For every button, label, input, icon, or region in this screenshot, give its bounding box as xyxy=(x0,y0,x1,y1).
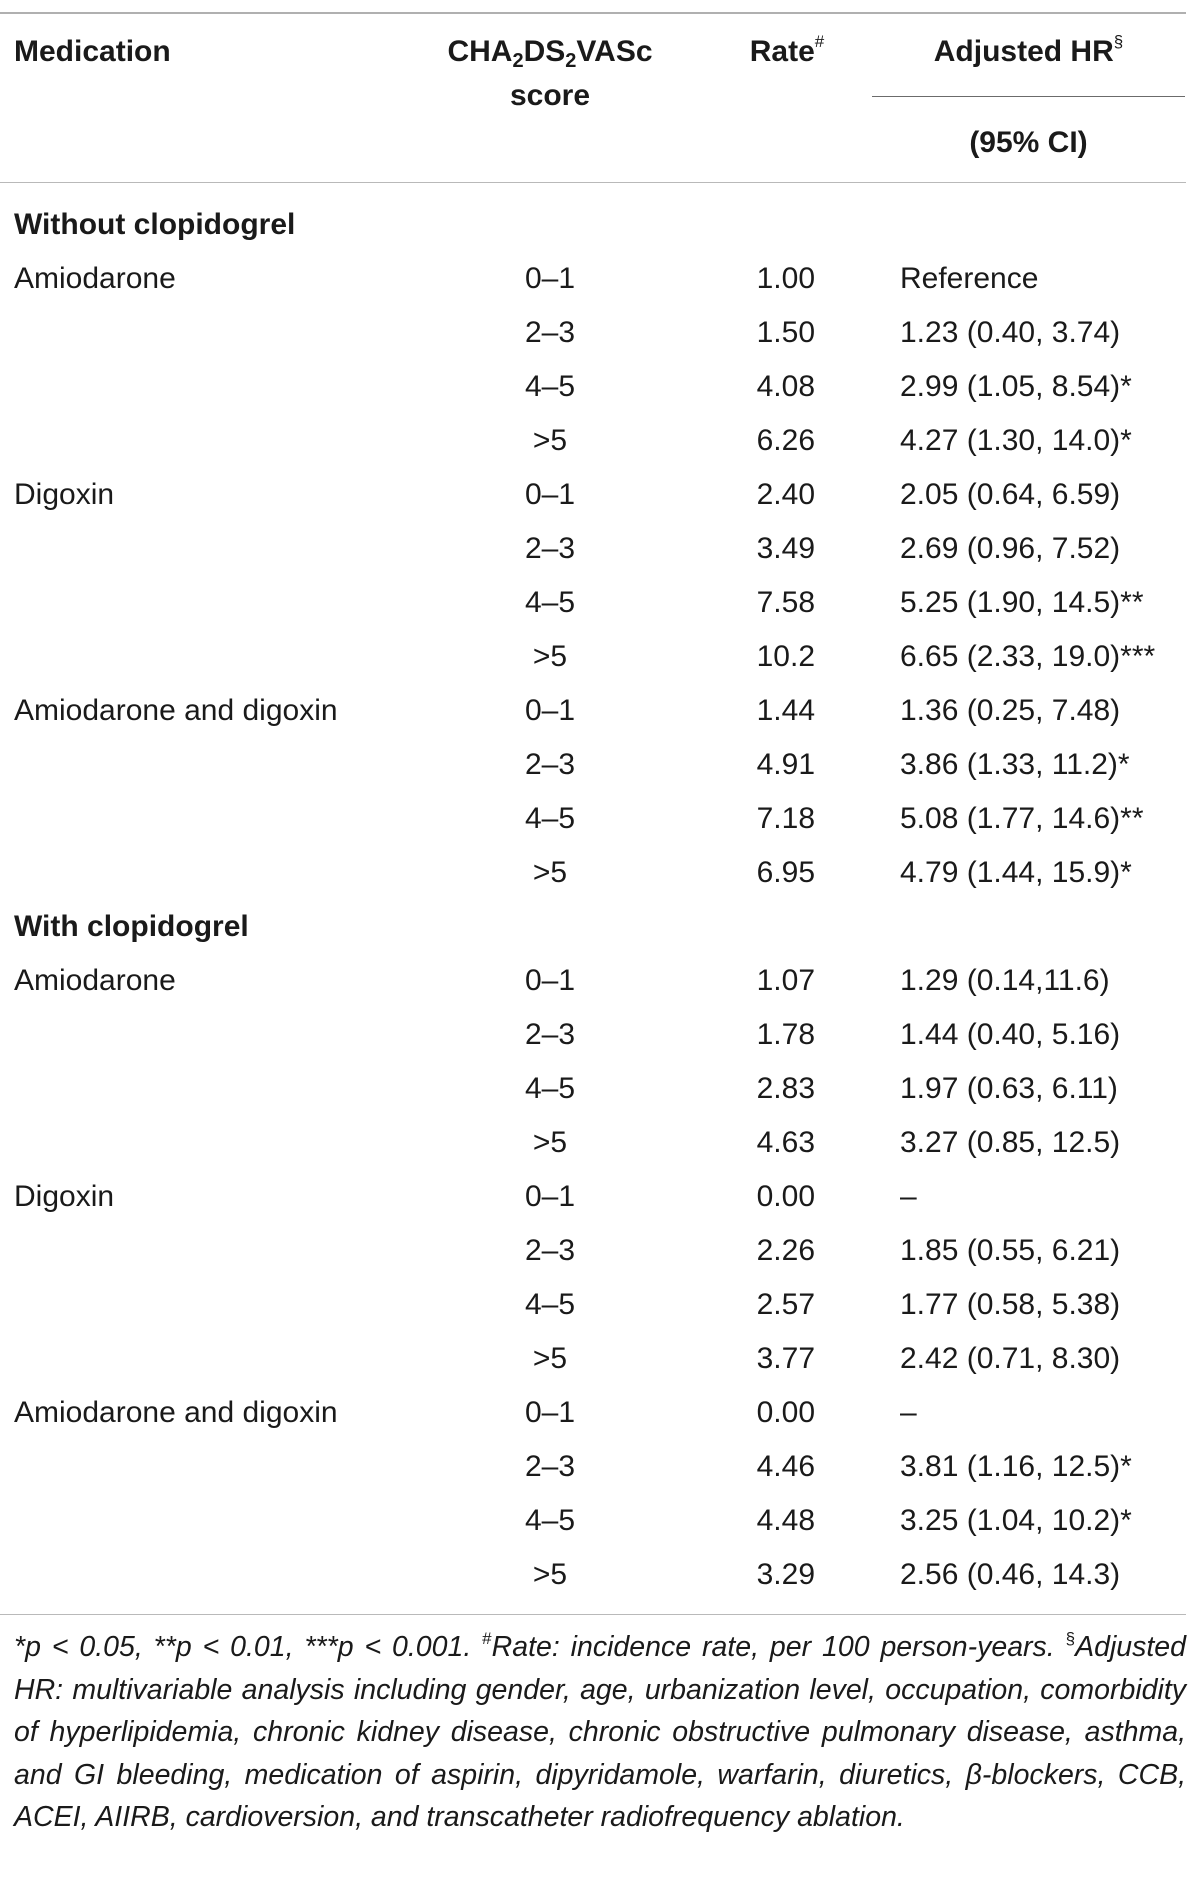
cell-score: >5 xyxy=(532,1342,568,1375)
score-header-prefix: CHA xyxy=(447,35,513,68)
table-row xyxy=(0,1008,1186,1062)
cell-medication: Amiodarone xyxy=(14,964,176,997)
cell-adjusted-hr: 2.56 (0.46, 14.3) xyxy=(900,1558,1121,1591)
cell-rate: 4.46 xyxy=(756,1450,815,1483)
hr-header-label: Adjusted HR xyxy=(933,35,1114,68)
table-row xyxy=(0,576,1186,630)
score-header-line2: score xyxy=(509,79,591,112)
cell-score: >5 xyxy=(532,640,568,673)
table-row xyxy=(0,414,1186,468)
table-row xyxy=(0,630,1186,684)
table-row xyxy=(0,306,1186,360)
table-row xyxy=(0,252,1186,306)
cell-medication: Digoxin xyxy=(14,1180,115,1213)
table-row xyxy=(0,684,1186,738)
cell-rate: 4.08 xyxy=(756,370,815,403)
cell-score: >5 xyxy=(532,856,568,889)
table-row xyxy=(0,954,1186,1008)
table-row xyxy=(0,1170,1186,1224)
rate-header-label: Rate xyxy=(749,35,815,68)
column-header-adjusted-hr xyxy=(872,30,1185,74)
cell-rate: 6.26 xyxy=(756,424,815,457)
table-row xyxy=(0,1548,1186,1602)
column-header-ci: (95% CI) xyxy=(969,126,1088,159)
cell-medication: Amiodarone and digoxin xyxy=(14,694,338,727)
cell-rate: 2.26 xyxy=(756,1234,815,1267)
cell-score: >5 xyxy=(532,424,568,457)
cell-adjusted-hr: 2.42 (0.71, 8.30) xyxy=(900,1342,1121,1375)
column-header-score xyxy=(418,30,682,118)
cell-medication: Without clopidogrel xyxy=(14,208,296,241)
cell-score: 2–3 xyxy=(524,1450,576,1483)
cell-score: 4–5 xyxy=(524,370,576,403)
cell-adjusted-hr: 3.86 (1.33, 11.2)* xyxy=(900,748,1130,781)
header-bottom-rule xyxy=(0,182,1186,183)
table-body xyxy=(0,198,1186,1602)
cell-rate: 1.07 xyxy=(756,964,815,997)
cell-rate: 2.40 xyxy=(756,478,815,511)
cell-adjusted-hr: 3.25 (1.04, 10.2)* xyxy=(900,1504,1132,1537)
cell-score: 0–1 xyxy=(524,1396,576,1429)
cell-score: >5 xyxy=(532,1126,568,1159)
cell-adjusted-hr: 2.69 (0.96, 7.52) xyxy=(900,532,1121,565)
cell-rate: 1.00 xyxy=(756,262,815,295)
cell-score: 4–5 xyxy=(524,1504,576,1537)
score-header-suffix: VASc xyxy=(576,35,653,68)
cell-rate: 4.48 xyxy=(756,1504,815,1537)
table-row xyxy=(0,468,1186,522)
cell-adjusted-hr: 4.27 (1.30, 14.0)* xyxy=(900,424,1132,457)
cell-adjusted-hr: 1.97 (0.63, 6.11) xyxy=(900,1072,1118,1105)
cell-adjusted-hr: 1.44 (0.40, 5.16) xyxy=(900,1018,1121,1051)
cell-medication: Amiodarone xyxy=(14,262,176,295)
table-row xyxy=(0,1062,1186,1116)
score-header-mid: DS xyxy=(523,35,566,68)
cell-adjusted-hr: 2.99 (1.05, 8.54)* xyxy=(900,370,1132,403)
footnote-hr-note: Adjusted HR: multivariable analysis including gender, age, urbanization level, occupation, comorbidity of hyperlipidemia, chronic kidney disease, chronic obstructive pulmonary disease, asthma, and GI bleeding, medication of aspirin, dipyridamole, warfarin, diuretics, β-blockers, CCB, ACEI, AIIRB, cardioversion, and transcatheter radiofrequency ablation. xyxy=(14,1631,1186,1833)
cell-rate: 3.49 xyxy=(756,532,815,565)
hr-header-mark: § xyxy=(1113,32,1124,51)
cell-rate: 0.00 xyxy=(756,1180,815,1213)
cell-rate: 7.18 xyxy=(756,802,815,835)
table-row xyxy=(0,1224,1186,1278)
table-bottom-rule xyxy=(0,1614,1186,1615)
cell-adjusted-hr: 1.23 (0.40, 3.74) xyxy=(900,316,1121,349)
cell-score: 4–5 xyxy=(524,586,576,619)
cell-adjusted-hr: 1.36 (0.25, 7.48) xyxy=(900,694,1121,727)
cell-adjusted-hr: 2.05 (0.64, 6.59) xyxy=(900,478,1121,511)
cell-score: 0–1 xyxy=(524,1180,576,1213)
cell-adjusted-hr: 6.65 (2.33, 19.0)*** xyxy=(900,640,1156,673)
table-row xyxy=(0,1332,1186,1386)
cell-rate: 1.78 xyxy=(756,1018,815,1051)
table-row xyxy=(0,846,1186,900)
table-footnote xyxy=(14,1626,1186,1839)
footnote-rate-note: Rate: incidence rate, per 100 person-years. xyxy=(491,1631,1055,1663)
table-row xyxy=(0,360,1186,414)
table-row xyxy=(0,1278,1186,1332)
cell-rate: 4.63 xyxy=(756,1126,815,1159)
cell-score: 2–3 xyxy=(524,532,576,565)
cell-adjusted-hr: 1.77 (0.58, 5.38) xyxy=(900,1288,1121,1321)
cell-score: 4–5 xyxy=(524,1288,576,1321)
cell-adjusted-hr: – xyxy=(900,1180,917,1213)
table-row xyxy=(0,738,1186,792)
cell-rate: 1.50 xyxy=(756,316,815,349)
cell-adjusted-hr: 1.85 (0.55, 6.21) xyxy=(900,1234,1121,1267)
table-row xyxy=(0,1386,1186,1440)
cell-score: 2–3 xyxy=(524,1234,576,1267)
table-row xyxy=(0,1440,1186,1494)
column-header-rate xyxy=(725,30,849,74)
cell-adjusted-hr: 5.25 (1.90, 14.5)** xyxy=(900,586,1144,619)
footnote-p-values: *p < 0.05, **p < 0.01, ***p < 0.001. xyxy=(14,1631,472,1663)
table-row xyxy=(0,792,1186,846)
section-header-row xyxy=(0,198,1186,252)
cell-rate: 0.00 xyxy=(756,1396,815,1429)
cell-score: 0–1 xyxy=(524,964,576,997)
cell-adjusted-hr: Reference xyxy=(900,262,1039,295)
cell-rate: 3.29 xyxy=(756,1558,815,1591)
cell-rate: 3.77 xyxy=(756,1342,815,1375)
hr-header-underline xyxy=(872,96,1185,97)
footnote-rate-mark: # xyxy=(482,1629,492,1648)
cell-score: 2–3 xyxy=(524,1018,576,1051)
section-header-row xyxy=(0,900,1186,954)
cell-score: >5 xyxy=(532,1558,568,1591)
column-header-medication: Medication xyxy=(14,35,171,68)
cell-rate: 2.57 xyxy=(756,1288,815,1321)
footnote-hr-mark: § xyxy=(1065,1629,1076,1648)
cell-rate: 4.91 xyxy=(756,748,815,781)
rate-header-mark: # xyxy=(814,32,825,51)
score-header-sub1: 2 xyxy=(512,50,524,72)
cell-medication: Amiodarone and digoxin xyxy=(14,1396,338,1429)
table-top-rule xyxy=(0,12,1186,14)
cell-rate: 6.95 xyxy=(756,856,815,889)
cell-rate: 7.58 xyxy=(756,586,815,619)
cell-rate: 1.44 xyxy=(756,694,815,727)
table-row xyxy=(0,1116,1186,1170)
cell-adjusted-hr: – xyxy=(900,1396,917,1429)
cell-score: 2–3 xyxy=(524,316,576,349)
cell-adjusted-hr: 3.81 (1.16, 12.5)* xyxy=(900,1450,1132,1483)
cell-score: 0–1 xyxy=(524,694,576,727)
score-header-sub2: 2 xyxy=(565,50,577,72)
cell-score: 2–3 xyxy=(524,748,576,781)
table-row xyxy=(0,1494,1186,1548)
cell-adjusted-hr: 1.29 (0.14,11.6) xyxy=(900,964,1110,997)
cell-score: 4–5 xyxy=(524,1072,576,1105)
cell-medication: With clopidogrel xyxy=(14,910,249,943)
cell-adjusted-hr: 4.79 (1.44, 15.9)* xyxy=(900,856,1132,889)
cell-medication: Digoxin xyxy=(14,478,115,511)
cell-score: 0–1 xyxy=(524,262,576,295)
cell-score: 4–5 xyxy=(524,802,576,835)
table-row xyxy=(0,522,1186,576)
cell-rate: 10.2 xyxy=(756,640,815,673)
cell-adjusted-hr: 3.27 (0.85, 12.5) xyxy=(900,1126,1121,1159)
cell-adjusted-hr: 5.08 (1.77, 14.6)** xyxy=(900,802,1144,835)
cell-score: 0–1 xyxy=(524,478,576,511)
cell-rate: 2.83 xyxy=(756,1072,815,1105)
